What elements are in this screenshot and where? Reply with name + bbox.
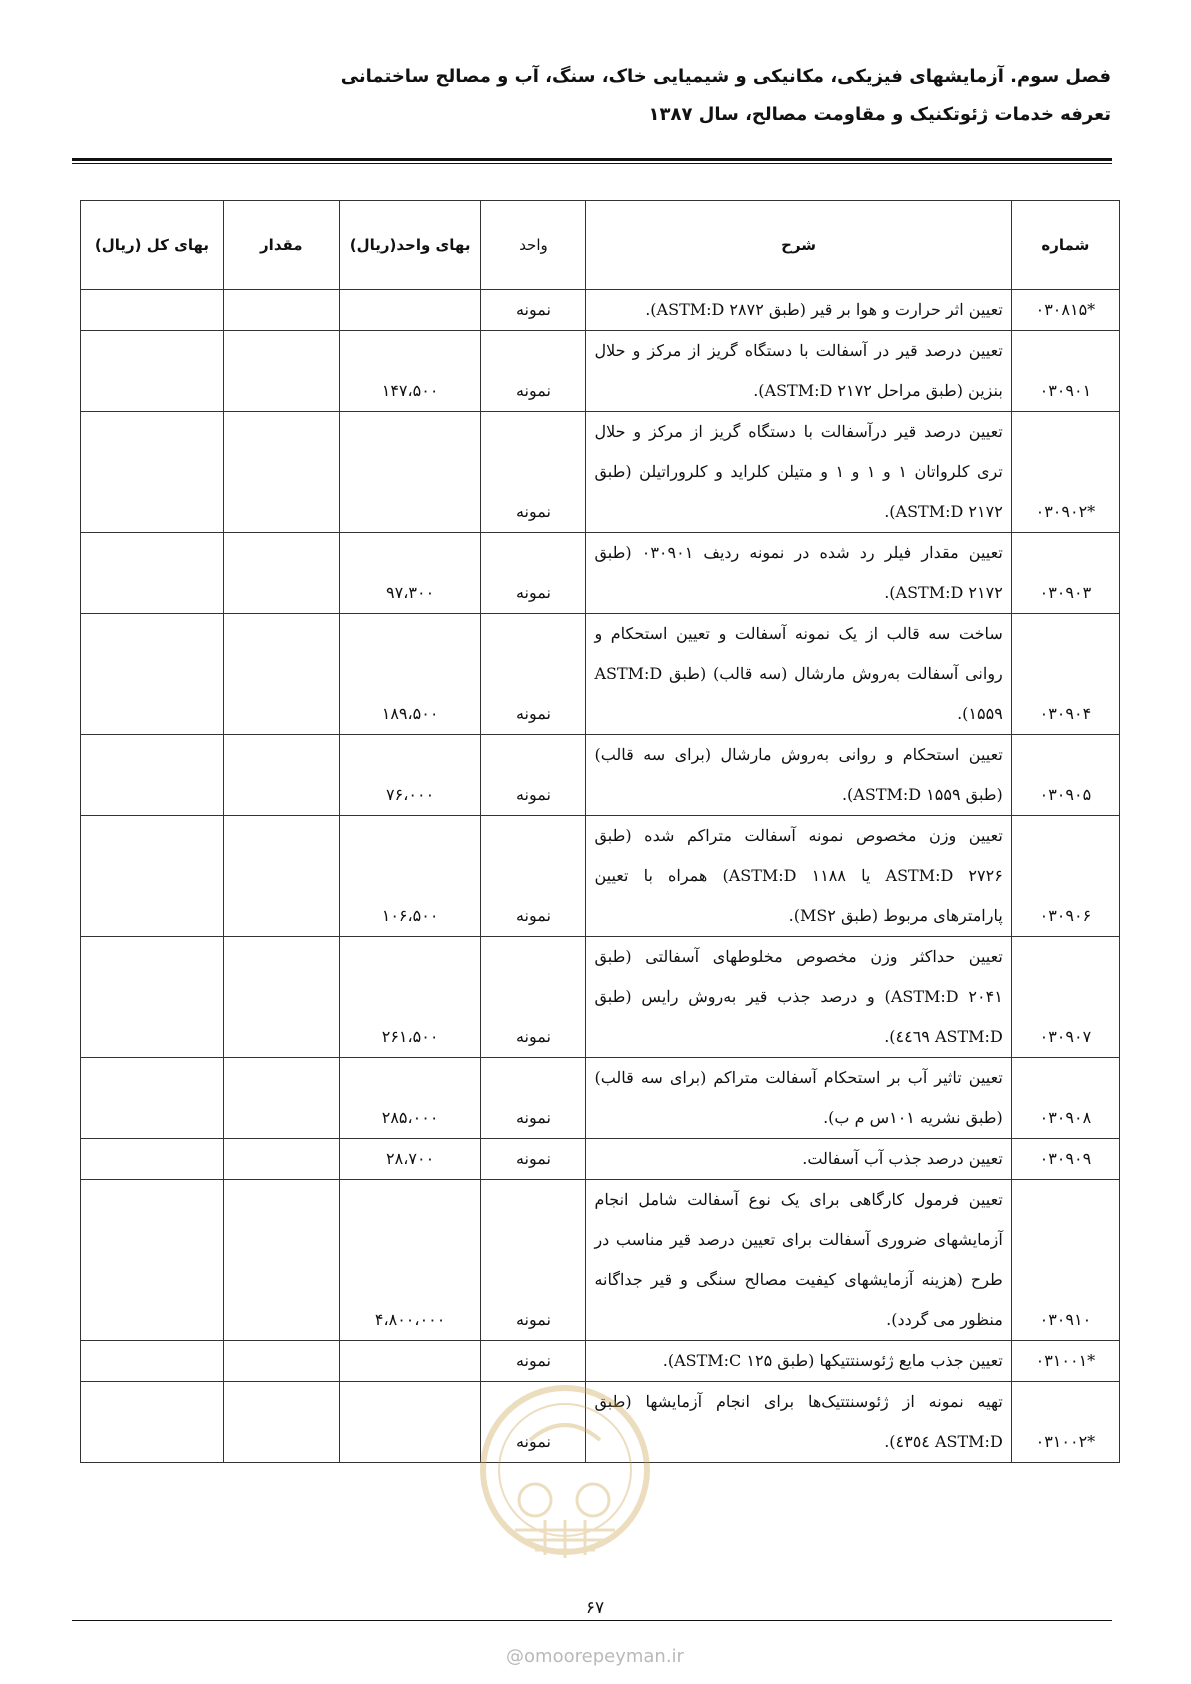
row-unit: نمونه	[481, 290, 586, 331]
row-quantity	[223, 735, 339, 816]
row-code: *۰۳۰۹۰۲	[1011, 412, 1119, 533]
row-total	[81, 290, 224, 331]
row-total	[81, 533, 224, 614]
row-total	[81, 735, 224, 816]
row-description: ساخت سه قالب از یک نمونه آسفالت و تعیین استحکام و روانی آسفالت به‌روش مارشال (سه قالب) (طبق ASTM:D ۱۵۵۹).	[586, 614, 1011, 735]
row-quantity	[223, 1180, 339, 1341]
watermark-url: @omoorepeyman.ir	[506, 1646, 684, 1667]
row-description: تعیین فرمول کارگاهی برای یک نوع آسفالت شامل انجام آزمایشهای ضروری آسفالت برای تعیین درصد قیر مناسب در طرح (هزینه آزمایشهای کیفیت مصالح سنگی و قیر جداگانه منظور می گردد).	[586, 1180, 1011, 1341]
row-quantity	[223, 412, 339, 533]
header-rule-thin	[72, 163, 1112, 164]
row-quantity	[223, 1058, 339, 1139]
column-header-total: بهای کل (ریال)	[81, 201, 224, 290]
row-total	[81, 1382, 224, 1463]
row-unit-price: ۲۶۱،۵۰۰	[339, 937, 481, 1058]
column-header-quantity: مقدار	[223, 201, 339, 290]
row-total	[81, 1139, 224, 1180]
row-code: ۰۳۰۹۰۵	[1011, 735, 1119, 816]
row-total	[81, 1341, 224, 1382]
row-unit-price	[339, 290, 481, 331]
row-unit: نمونه	[481, 937, 586, 1058]
row-total	[81, 331, 224, 412]
table-row	[81, 533, 1120, 614]
row-unit-price	[339, 1382, 481, 1463]
row-quantity	[223, 331, 339, 412]
row-quantity	[223, 614, 339, 735]
row-total	[81, 412, 224, 533]
row-unit: نمونه	[481, 735, 586, 816]
row-unit-price: ۲۸،۷۰۰	[339, 1139, 481, 1180]
row-unit: نمونه	[481, 816, 586, 937]
table-row	[81, 331, 1120, 412]
row-unit-price: ۹۷،۳۰۰	[339, 533, 481, 614]
row-unit: نمونه	[481, 1180, 586, 1341]
row-quantity	[223, 1139, 339, 1180]
document-subtitle: تعرفه خدمات ژئوتکنیک و مقاومت مصالح، سال ۱۳۸۷	[648, 104, 1111, 125]
row-unit-price: ۱۸۹،۵۰۰	[339, 614, 481, 735]
row-unit-price: ۲۸۵،۰۰۰	[339, 1058, 481, 1139]
column-header-unit: واحد	[481, 201, 586, 290]
column-header-code: شماره	[1011, 201, 1119, 290]
row-description: تعیین درصد جذب آب آسفالت.	[586, 1139, 1011, 1180]
header-rule-thick	[72, 158, 1112, 161]
footer-rule	[72, 1620, 1112, 1621]
table-header-row	[81, 201, 1120, 290]
row-total	[81, 1058, 224, 1139]
row-code: *۰۳۱۰۰۲	[1011, 1382, 1119, 1463]
row-quantity	[223, 533, 339, 614]
table-row	[81, 1139, 1120, 1180]
row-description: تعیین وزن مخصوص نمونه آسفالت متراکم شده (طبق ASTM:D ۲۷۲۶ یا ASTM:D ۱۱۸۸) همراه با تعیین پارامترهای مربوط (طبق MS۲).	[586, 816, 1011, 937]
row-description: تعیین درصد قیر درآسفالت با دستگاه گریز از مرکز و حلال تری کلرواتان ۱ و ۱ و ۱ و متیلن کلراید و کلروراتیلن (طبق ASTM:D ۲۱۷۲).	[586, 412, 1011, 533]
row-total	[81, 1180, 224, 1341]
table-row	[81, 412, 1120, 533]
row-code: ۰۳۰۹۰۷	[1011, 937, 1119, 1058]
row-unit: نمونه	[481, 614, 586, 735]
chapter-title: فصل سوم. آزمایشهای فیزیکی، مکانیکی و شیمیایی خاک، سنگ، آب و مصالح ساختمانی	[340, 66, 1111, 87]
row-total	[81, 614, 224, 735]
row-description: تعیین استحکام و روانی به‌روش مارشال (برای سه قالب) (طبق ASTM:D ۱۵۵۹).	[586, 735, 1011, 816]
row-description: تعیین حداکثر وزن مخصوص مخلوطهای آسفالتی (طبق ASTM:D ۲۰۴۱) و درصد جذب قیر به‌روش رایس (طبق ASTM:D ٤٤٦٩).	[586, 937, 1011, 1058]
row-unit: نمونه	[481, 1382, 586, 1463]
row-quantity	[223, 1382, 339, 1463]
row-description: تهیه نمونه از ژئوسنتتیک‌ها برای انجام آزمایشها (طبق ASTM:D ٤٣٥٤).	[586, 1382, 1011, 1463]
row-unit: نمونه	[481, 1139, 586, 1180]
row-unit: نمونه	[481, 412, 586, 533]
row-code: ۰۳۰۹۰۸	[1011, 1058, 1119, 1139]
row-unit: نمونه	[481, 331, 586, 412]
table-row	[81, 1382, 1120, 1463]
row-unit-price: ۴،۸۰۰،۰۰۰	[339, 1180, 481, 1341]
row-description: تعیین درصد قیر در آسفالت با دستگاه گریز از مرکز و حلال بنزین (طبق مراحل ASTM:D ۲۱۷۲).	[586, 331, 1011, 412]
table-row	[81, 1180, 1120, 1341]
column-header-unit-price: بهای واحد(ریال)	[339, 201, 481, 290]
table-row	[81, 1341, 1120, 1382]
row-quantity	[223, 1341, 339, 1382]
row-code: ۰۳۰۹۰۴	[1011, 614, 1119, 735]
row-description: تعیین تاثیر آب بر استحکام آسفالت متراکم (برای سه قالب) (طبق نشریه ۱۰۱س م ب).	[586, 1058, 1011, 1139]
row-description: تعیین اثر حرارت و هوا بر قیر (طبق ASTM:D ۲۸۷۲).	[586, 290, 1011, 331]
table-row	[81, 1058, 1120, 1139]
row-total	[81, 816, 224, 937]
row-unit-price	[339, 412, 481, 533]
row-quantity	[223, 937, 339, 1058]
row-code: *۰۳۱۰۰۱	[1011, 1341, 1119, 1382]
page-header	[71, 58, 1111, 134]
row-quantity	[223, 816, 339, 937]
table-row	[81, 735, 1120, 816]
column-header-description: شرح	[586, 201, 1011, 290]
row-unit-price	[339, 1341, 481, 1382]
row-description: تعیین جذب مایع ژئوسنتتیکها (طبق ASTM:C ۱۲۵).	[586, 1341, 1011, 1382]
tariff-table	[80, 200, 1120, 1463]
table-row	[81, 290, 1120, 331]
row-code: ۰۳۰۹۰۳	[1011, 533, 1119, 614]
table-body	[81, 290, 1120, 1463]
row-unit-price: ۱۴۷،۵۰۰	[339, 331, 481, 412]
row-code: ۰۳۰۹۱۰	[1011, 1180, 1119, 1341]
table-row	[81, 816, 1120, 937]
row-quantity	[223, 290, 339, 331]
row-code: *۰۳۰۸۱۵	[1011, 290, 1119, 331]
row-unit-price: ۷۶،۰۰۰	[339, 735, 481, 816]
row-unit-price: ۱۰۶،۵۰۰	[339, 816, 481, 937]
page-number: ۶۷	[570, 1598, 620, 1618]
row-code: ۰۳۰۹۰۶	[1011, 816, 1119, 937]
row-total	[81, 937, 224, 1058]
table-row	[81, 937, 1120, 1058]
row-unit: نمونه	[481, 533, 586, 614]
row-code: ۰۳۰۹۰۱	[1011, 331, 1119, 412]
row-unit: نمونه	[481, 1058, 586, 1139]
table-row	[81, 614, 1120, 735]
row-unit: نمونه	[481, 1341, 586, 1382]
row-description: تعیین مقدار فیلر رد شده در نمونه ردیف ۰۳۰۹۰۱ (طبق ASTM:D ۲۱۷۲).	[586, 533, 1011, 614]
row-code: ۰۳۰۹۰۹	[1011, 1139, 1119, 1180]
